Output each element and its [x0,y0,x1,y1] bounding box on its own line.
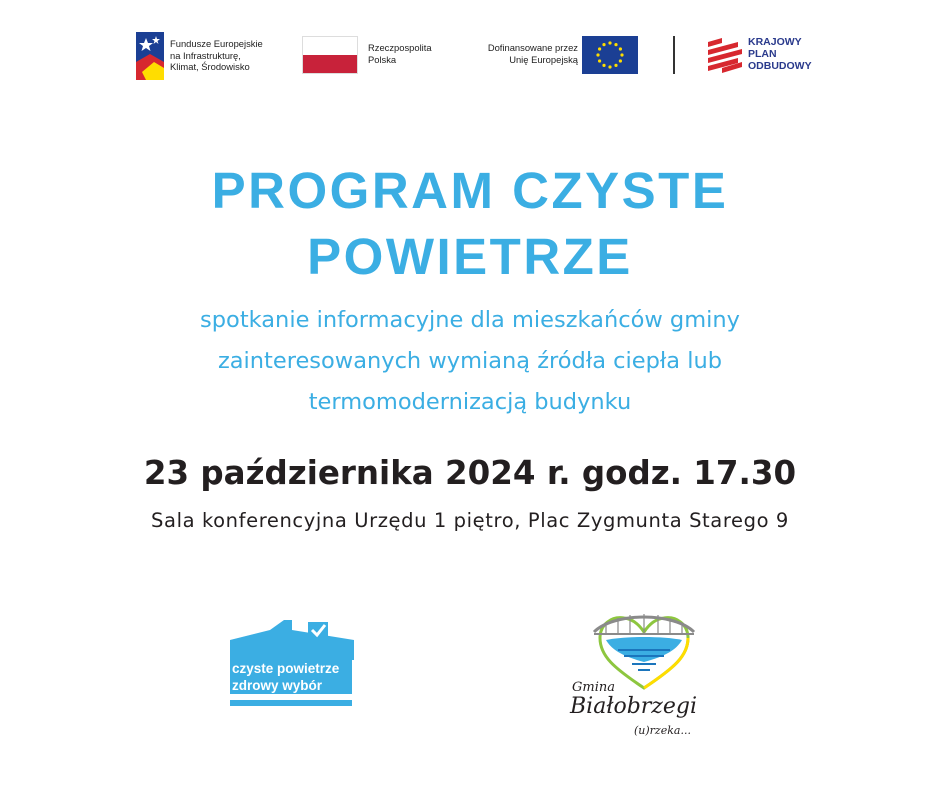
page-title [0,158,940,290]
czyste-powietrze-logo [230,620,354,710]
subtitle [0,300,940,423]
logo-divider [673,36,675,74]
kpo-line: ODBUDOWY [748,60,812,72]
fe-line: Fundusze Europejskie [170,38,263,49]
fundusze-europejskie-text [170,38,263,73]
fundusze-europejskie-logo [136,30,296,82]
gmina-name: Białobrzegi [570,694,698,719]
event-date: 23 października 2024 r. godz. 17.30 [143,454,797,492]
rzeczpospolita-logo [302,36,452,76]
eu-cofinancing-logo [462,36,642,76]
gmina-tagline: (u)rzeka... [634,724,691,737]
gmina-label: Gmina [572,680,615,695]
subtitle-line: spotkanie informacyjne dla mieszkańców gminy [200,307,740,333]
fundusze-europejskie-logo-icon [136,32,164,80]
eu-flag-icon [582,36,638,74]
rzeczpospolita-text [368,42,432,65]
subtitle-line: zainteresowanych wymianą źródła ciepła lub [217,348,723,374]
rp-line: Rzeczpospolita [368,42,432,53]
fe-line: na Infrastrukturę, [170,49,241,61]
house-checkmark-icon [230,620,354,660]
eu-line: Unię Europejską [509,53,578,65]
fe-line: Klimat, Środowisko [170,61,250,72]
eu-line: Dofinansowane przez [487,42,578,53]
logo-bar [0,28,940,84]
krajowy-plan-odbudowy-logo [708,36,838,76]
rp-line: Polska [368,53,397,65]
event-place: Sala konferencyjna Urzędu 1 piętro, Plac Zygmunta Starego 9 [151,509,789,532]
cp-line: zdrowy wybór [232,678,323,693]
title-line: POWIETRZE [307,228,633,285]
gmina-bialobrzegi-logo [564,606,714,746]
subtitle-line: termomodernizacją budynku [308,389,632,415]
kpo-logo-icon [708,38,742,74]
eu-text [488,42,578,65]
title-line: PROGRAM CZYSTE [211,162,729,219]
kpo-line: KRAJOWY [748,36,802,48]
kpo-line: PLAN [748,48,777,60]
cp-line: czyste powietrze [232,661,340,676]
kpo-text [748,36,812,72]
polish-flag-icon [302,36,358,74]
cp-underline [230,700,352,706]
czyste-powietrze-text [230,660,352,694]
